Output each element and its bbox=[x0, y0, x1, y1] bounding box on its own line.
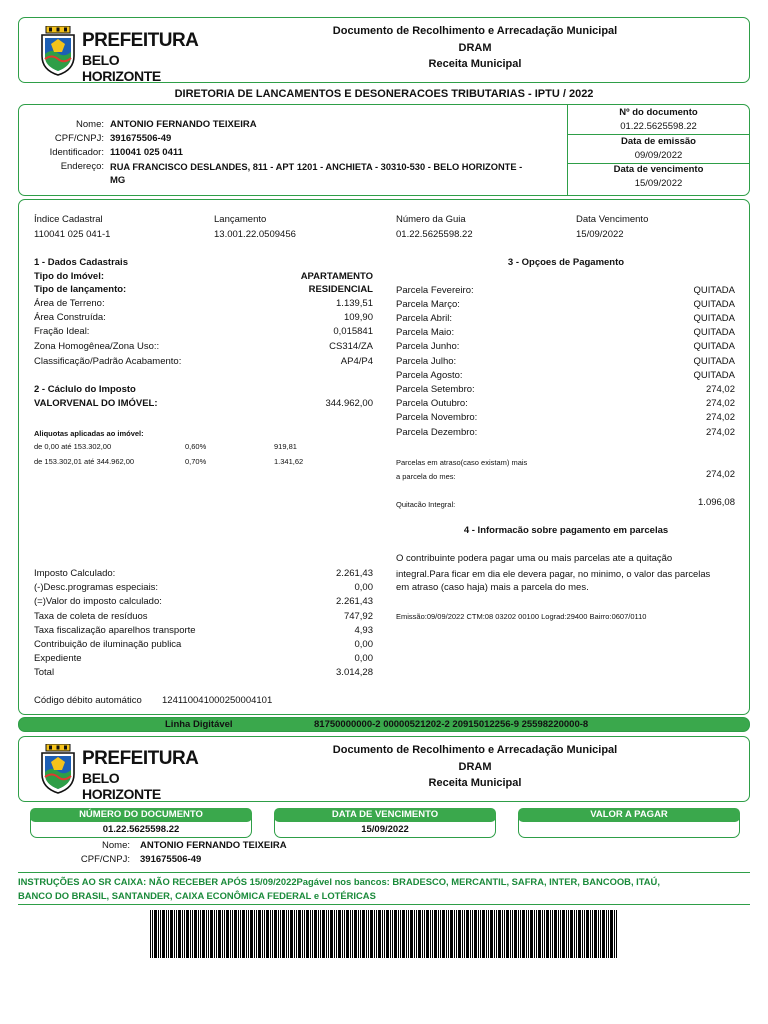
prefeitura-logo bbox=[40, 24, 199, 84]
cad-label: Área Construída: bbox=[34, 312, 106, 323]
aliquota-value: 1.341,62 bbox=[274, 457, 304, 466]
cpf-label: CPF/CNPJ: bbox=[54, 133, 104, 144]
header-title-receita: Receita Municipal bbox=[428, 58, 522, 70]
parcela-label: Parcela Outubro: bbox=[396, 398, 468, 409]
parcela-label: Parcela Setembro: bbox=[396, 384, 475, 395]
atraso-line2: a parcela do mes: bbox=[396, 472, 456, 481]
parcela-value: 274,02 bbox=[705, 398, 735, 409]
total-label: (-)Desc.programas especiais: bbox=[34, 582, 159, 593]
issue-date-value: 09/09/2022 bbox=[634, 150, 683, 161]
aliquota-range: de 0,00 até 153.302,00 bbox=[34, 442, 112, 451]
taxpayer-identifier: 110041 025 0411 bbox=[110, 147, 183, 158]
quitacao-label: Quitacão Integral: bbox=[396, 500, 456, 509]
linha-digitavel-label: Linha Digitável bbox=[165, 719, 233, 730]
total-label: (=)Valor do imposto calculado: bbox=[34, 596, 162, 607]
aliquotas-title: Aliquotas aplicadas ao imóvel: bbox=[34, 429, 144, 438]
stub-doc-number-value: 01.22.5625598.22 bbox=[102, 824, 180, 835]
stub-doc-number-label: NÚMERO DO DOCUMENTO bbox=[30, 808, 252, 822]
due-date-label: Data de vencimento bbox=[613, 164, 704, 175]
informacao-line2: integral.Para ficar em dia ele devera pagar, no minimo, o valor das parcelas bbox=[396, 568, 711, 579]
doc-number-label: Nº do documento bbox=[619, 107, 698, 118]
taxpayer-cpf: 391675506-49 bbox=[110, 133, 172, 144]
taxpayer-name: ANTONIO FERNANDO TEIXEIRA bbox=[110, 119, 257, 130]
stub-name-value: ANTONIO FERNANDO TEIXEIRA bbox=[140, 840, 287, 851]
header-title-receita: Receita Municipal bbox=[428, 777, 522, 789]
parcela-label: Parcela Agosto: bbox=[396, 370, 463, 381]
stub-header-titles bbox=[315, 742, 635, 792]
total-value: 0,00 bbox=[354, 653, 373, 664]
cad-value: 0,015841 bbox=[333, 326, 373, 337]
logo-text-belo-horizonte: BELO HORIZONTE bbox=[82, 52, 161, 84]
cad-value: 1.139,51 bbox=[336, 298, 373, 309]
parcela-label: Parcela Junho: bbox=[396, 341, 460, 352]
header-title-dram: DRAM bbox=[458, 41, 492, 54]
instructions-top-border bbox=[18, 872, 750, 873]
total-value: 0,00 bbox=[354, 639, 373, 650]
emissao-info: Emissão:09/09/2022 CTM:08 03202 00100 Lograd:29400 Bairro:0607/0110 bbox=[396, 612, 647, 621]
parcela-label: Parcela Março: bbox=[396, 299, 460, 310]
stub-cpf-value: 391675506-49 bbox=[140, 854, 202, 865]
stub-valor-label: VALOR A PAGAR bbox=[518, 808, 740, 822]
identifier-label: Identificador: bbox=[49, 147, 104, 158]
venal-label: VALORVENAL DO IMÓVEL: bbox=[34, 398, 158, 409]
total-value: 747,92 bbox=[343, 611, 373, 622]
total-value: 0,00 bbox=[354, 582, 373, 593]
logo-text-prefeitura: PREFEITURA bbox=[82, 30, 199, 51]
parcela-label: Parcela Novembro: bbox=[396, 412, 478, 423]
opcoes-title: 3 - Opçoes de Pagamento bbox=[507, 257, 625, 268]
issue-date-label: Data de emissão bbox=[621, 136, 696, 147]
barcode bbox=[150, 910, 618, 958]
total-label: Taxa de coleta de resíduos bbox=[34, 611, 148, 622]
total-value: 2.261,43 bbox=[336, 568, 373, 579]
header-title-dram-full: Documento de Recolhimento e Arrecadação Municipal bbox=[332, 744, 618, 756]
guia-label: Número da Guia bbox=[396, 214, 466, 225]
informacao-line1: O contribuinte podera pagar uma ou mais parcelas ate a quitação bbox=[396, 553, 673, 564]
cad-label: Tipo de lançamento: bbox=[34, 284, 127, 295]
aliquota-range: de 153.302,01 até 344.962,00 bbox=[34, 457, 135, 466]
parcela-value: QUITADA bbox=[693, 356, 735, 367]
linha-digitavel-value: 81750000000-2 00000521202-2 20915012256-9 25598220000-8 bbox=[314, 719, 589, 730]
total-label: Contribuição de iluminação publica bbox=[34, 639, 182, 650]
logo-text-belo-horizonte: BELO HORIZONTE bbox=[82, 770, 161, 802]
instructions-line1: INSTRUÇÕES AO SR CAIXA: NÃO RECEBER APÓS 15/09/2022Pagável nos bancos: BRADESCO, MERCANTIL, SAFRA, INTER, BANCOOB, ITAÚ, bbox=[18, 876, 660, 887]
address-label: Endereço: bbox=[60, 161, 104, 172]
aliquota-rate: 0,60% bbox=[185, 442, 207, 451]
atraso-value: 274,02 bbox=[705, 469, 735, 480]
instructions-line2: BANCO DO BRASIL, SANTANDER, CAIXA ECONÔMICA FEDERAL e LOTÉRICAS bbox=[18, 890, 376, 901]
informacao-title: 4 - Informacão sobre pagamento em parcelas bbox=[463, 525, 669, 536]
quitacao-value: 1.096,08 bbox=[698, 497, 735, 508]
lancamento-label: Lançamento bbox=[214, 214, 267, 225]
parcela-value: QUITADA bbox=[693, 285, 735, 296]
due-date-value: 15/09/2022 bbox=[634, 178, 683, 189]
calculo-title: 2 - Cáclulo do Imposto bbox=[34, 384, 136, 395]
cad-value: RESIDENCIAL bbox=[308, 284, 373, 295]
parcela-label: Parcela Abril: bbox=[396, 313, 452, 324]
header-titles bbox=[315, 23, 635, 73]
stub-due-date-value: 15/09/2022 bbox=[361, 824, 409, 835]
bh-crest-icon bbox=[40, 26, 76, 76]
parcela-value: 274,02 bbox=[705, 384, 735, 395]
parcela-label: Parcela Maio: bbox=[396, 327, 455, 338]
atraso-line1: Parcelas em atraso(caso existam) mais bbox=[396, 458, 528, 467]
parcela-value: 274,02 bbox=[705, 412, 735, 423]
parcela-value: QUITADA bbox=[693, 370, 735, 381]
cad-label: Área de Terreno: bbox=[34, 298, 105, 309]
stub-cpf-label: CPF/CNPJ: bbox=[80, 854, 130, 865]
parcela-value: QUITADA bbox=[693, 341, 735, 352]
doc-number-value: 01.22.5625598.22 bbox=[620, 121, 697, 132]
parcela-value: 274,02 bbox=[705, 427, 735, 438]
indice-label: Índice Cadastral bbox=[34, 214, 103, 225]
indice-value: 110041 025 041-1 bbox=[34, 229, 111, 240]
debito-label: Código débito automático bbox=[34, 695, 142, 706]
cad-label: Tipo do Imóvel: bbox=[34, 271, 105, 282]
stub-due-date-label: DATA DE VENCIMENTO bbox=[274, 808, 496, 822]
debito-value: 124110041000250004101 bbox=[162, 695, 273, 706]
total-label: Total bbox=[34, 667, 55, 678]
prefeitura-logo-stub bbox=[40, 742, 199, 802]
cadastrais-title: 1 - Dados Cadastrais bbox=[34, 257, 128, 268]
stub-name-label: Nome: bbox=[102, 840, 130, 851]
parcela-value: QUITADA bbox=[693, 313, 735, 324]
total-label: Expediente bbox=[34, 653, 82, 664]
taxpayer-address-line2: MG bbox=[110, 175, 126, 186]
logo-text-prefeitura: PREFEITURA bbox=[82, 748, 199, 769]
parcela-label: Parcela Fevereiro: bbox=[396, 285, 474, 296]
directorate-title: DIRETORIA DE LANCAMENTOS E DESONERACOES TRIBUTARIAS - IPTU / 2022 bbox=[174, 88, 594, 100]
parcela-value: QUITADA bbox=[693, 299, 735, 310]
total-value: 2.261,43 bbox=[336, 596, 373, 607]
instructions-bottom-border bbox=[18, 904, 750, 905]
vencimento-value: 15/09/2022 bbox=[576, 229, 624, 240]
guia-value: 01.22.5625598.22 bbox=[396, 229, 473, 240]
parcela-label: Parcela Julho: bbox=[396, 356, 457, 367]
parcela-value: QUITADA bbox=[693, 327, 735, 338]
name-label: Nome: bbox=[76, 119, 104, 130]
taxpayer-address-line1: RUA FRANCISCO DESLANDES, 811 - APT 1201 - ANCHIETA - 30310-530 - BELO HORIZONTE - bbox=[110, 162, 523, 172]
header-title-dram: DRAM bbox=[458, 760, 492, 773]
header-title-dram-full: Documento de Recolhimento e Arrecadação Municipal bbox=[332, 25, 618, 37]
cad-value: APARTAMENTO bbox=[300, 271, 373, 282]
total-value: 3.014,28 bbox=[336, 667, 373, 678]
cad-value: AP4/P4 bbox=[340, 356, 373, 367]
parcela-label: Parcela Dezembro: bbox=[396, 427, 478, 438]
cad-value: CS314/ZA bbox=[329, 341, 373, 352]
venal-value: 344.962,00 bbox=[325, 398, 373, 409]
informacao-line3: em atraso (caso haja) mais a parcela do mes. bbox=[396, 582, 589, 593]
cad-label: Fração Ideal: bbox=[34, 326, 90, 337]
cad-value: 109,90 bbox=[343, 312, 373, 323]
total-value: 4,93 bbox=[354, 625, 373, 636]
cad-label: Zona Homogênea/Zona Uso:: bbox=[34, 341, 160, 352]
lancamento-value: 13.001.22.0509456 bbox=[214, 229, 296, 240]
aliquota-rate: 0,70% bbox=[185, 457, 207, 466]
total-label: Taxa fiscalização aparelhos transporte bbox=[34, 625, 196, 636]
bh-crest-icon bbox=[40, 744, 76, 794]
cad-label: Classificação/Padrão Acabamento: bbox=[34, 356, 182, 367]
aliquota-value: 919,81 bbox=[274, 442, 297, 451]
vencimento-label: Data Vencimento bbox=[576, 214, 649, 225]
total-label: Imposto Calculado: bbox=[34, 568, 116, 579]
